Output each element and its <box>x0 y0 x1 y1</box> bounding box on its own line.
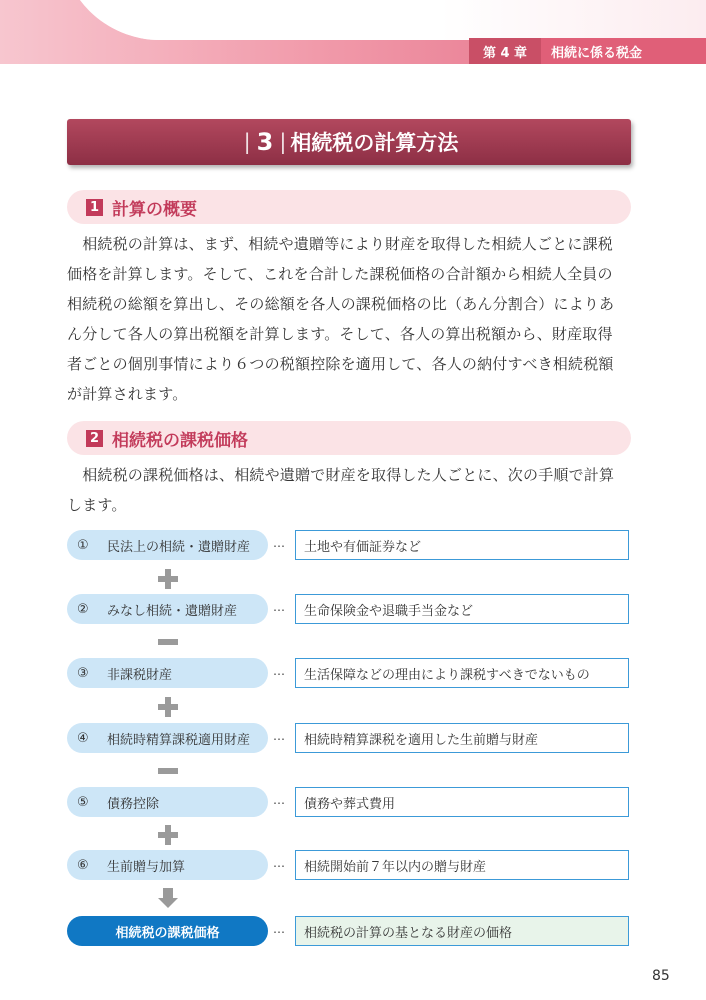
subsection-heading-2 <box>67 421 631 455</box>
step-label: 民法上の相続・遺贈財産 <box>107 539 251 555</box>
flow-step-3 <box>67 658 631 690</box>
result-label-box: 相続税の課税価格 <box>67 916 268 946</box>
step-description: 相続開始前７年以内の贈与財産 <box>295 850 629 880</box>
paragraph-line: 相続税の総額を算出し、その総額を各人の課税価格の比（あん分割合）によりあ <box>67 295 615 313</box>
step-description: 生活保障などの理由により課税すべきでないもの <box>295 658 629 688</box>
result-description: 相続税の計算の基となる財産の価格 <box>295 916 629 946</box>
leader-dots: … <box>273 793 286 807</box>
subsection-title-1: 計算の概要 <box>112 199 197 220</box>
page-number: 85 <box>652 968 670 984</box>
leader-dots: … <box>273 536 286 550</box>
paragraph-taxable-value <box>67 460 639 520</box>
step-number: ⑥ <box>77 857 89 873</box>
paragraph-line: 相続税の課税価格は、相続や遺贈で財産を取得した人ごとに、次の手順で計算 <box>67 466 615 484</box>
step-number: ② <box>77 601 89 617</box>
step-number: ① <box>77 537 89 553</box>
paragraph-line: が計算されます。 <box>67 385 188 403</box>
step-number: ⑤ <box>77 794 89 810</box>
flow-step-1 <box>67 530 631 562</box>
section-bar-divider-left: | <box>243 130 251 154</box>
subsection-heading-1 <box>67 190 631 224</box>
flow-step-label-box <box>67 723 268 753</box>
minus-icon <box>158 761 178 781</box>
plus-icon <box>158 569 178 589</box>
paragraph-line: します。 <box>67 496 127 514</box>
section-title-bar <box>67 119 631 165</box>
leader-dots: … <box>273 600 286 614</box>
flow-step-label-box <box>67 850 268 880</box>
step-description: 土地や有価証券など <box>295 530 629 560</box>
leader-dots: … <box>273 856 286 870</box>
flow-step-2 <box>67 594 631 626</box>
flow-result <box>67 916 631 948</box>
subsection-title-2: 相続税の課税価格 <box>112 430 248 451</box>
step-label: 生前贈与加算 <box>107 859 186 875</box>
subsection-number-2: 2 <box>86 430 103 447</box>
paragraph-line: 者ごとの個別事情により６つの税額控除を適用して、各人の納付すべき相続税額 <box>67 355 614 373</box>
flow-step-4 <box>67 723 631 755</box>
plus-icon <box>158 697 178 717</box>
step-description: 債務や葬式費用 <box>295 787 629 817</box>
step-description: 生命保険金や退職手当金など <box>295 594 629 624</box>
step-label: 非課税財産 <box>107 667 173 683</box>
chapter-tag: 第 4 章 <box>469 38 541 64</box>
leader-dots: … <box>273 664 286 678</box>
step-label: 相続時精算課税適用財産 <box>107 732 251 748</box>
section-bar-divider-right: | <box>279 130 287 154</box>
flow-step-label-box <box>67 658 268 688</box>
flow-step-label-box <box>67 594 268 624</box>
section-number: 3 <box>256 128 274 156</box>
paragraph-line: 価格を計算します。そして、これを合計した課税価格の合計額から相続人全員の <box>67 265 613 283</box>
paragraph-line: 相続税の計算は、まず、相続や遺贈等により財産を取得した相続人ごとに課税 <box>67 235 614 253</box>
step-label: みなし相続・遺贈財産 <box>107 603 238 619</box>
step-label: 債務控除 <box>107 796 160 812</box>
flow-step-label-box <box>67 530 268 560</box>
chapter-title: 相続に係る税金 <box>541 38 706 64</box>
flow-step-6 <box>67 850 631 882</box>
section-title: 相続税の計算方法 <box>290 131 459 155</box>
plus-icon <box>158 825 178 845</box>
paragraph-line: ん分して各人の算出税額を計算します。そして、各人の算出税額から、財産取得 <box>67 325 613 343</box>
subsection-number-1: 1 <box>86 199 103 216</box>
flow-step-5 <box>67 787 631 819</box>
leader-dots: … <box>273 729 286 743</box>
step-description: 相続時精算課税を適用した生前贈与財産 <box>295 723 629 753</box>
leader-dots: … <box>273 922 286 936</box>
step-number: ④ <box>77 730 89 746</box>
minus-icon <box>158 632 178 652</box>
paragraph-overview <box>67 229 639 409</box>
arrow-down-icon <box>158 888 178 910</box>
flow-step-label-box <box>67 787 268 817</box>
step-number: ③ <box>77 665 89 681</box>
header-fade <box>60 0 706 40</box>
